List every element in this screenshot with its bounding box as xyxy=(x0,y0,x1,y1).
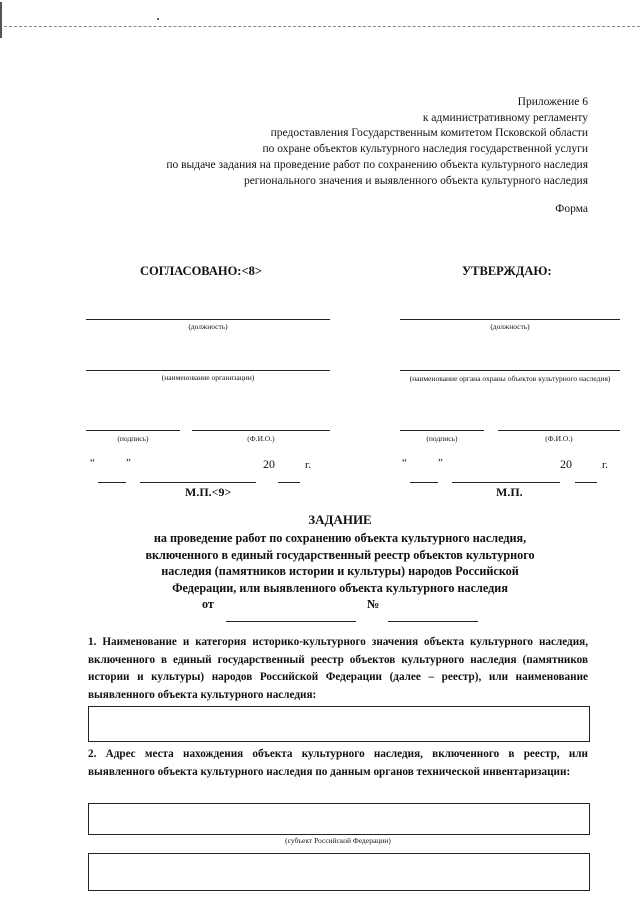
left-org-caption: (наименование организации) xyxy=(161,373,255,382)
right-signature-line xyxy=(400,430,484,431)
header-line: по охране объектов культурного наследия государственной услуги xyxy=(262,143,588,156)
left-year-line xyxy=(278,482,300,483)
left-fio-line xyxy=(192,430,330,431)
task-subtitle-line: включенного в единый государственный реестр объектов культурного xyxy=(145,547,535,562)
right-year-suffix: г. xyxy=(602,459,609,471)
section-1-text: 1. Наименование и категория историко-культурного значения объекта культурного наследия, включенного в единый государственный реестр объектов культурного наследия (памятников истории и культуры) народов Российской Федерации (далее – реестр), или наименование выявленного объекта культурного наследия: xyxy=(88,636,588,701)
section-2-address-box[interactable] xyxy=(88,853,590,891)
right-date-close-quote: ” xyxy=(438,457,443,469)
left-position-caption: (должность) xyxy=(188,322,228,331)
section-1-input-box[interactable] xyxy=(88,706,590,742)
left-date-open-quote: “ xyxy=(90,457,95,469)
right-date-open-quote: “ xyxy=(402,457,407,469)
appendix-header xyxy=(166,95,588,189)
left-signature-line xyxy=(86,430,180,431)
right-fio-caption: (Ф.И.О.) xyxy=(545,434,573,443)
left-year-prefix: 20 xyxy=(263,457,275,471)
scan-left-edge-mark xyxy=(0,2,2,38)
approval-left-title: СОГЛАСОВАНО:<8> xyxy=(140,264,262,278)
header-line: предоставления Государственным комитетом Псковской области xyxy=(270,127,588,140)
header-line: Приложение 6 xyxy=(517,96,588,108)
right-position-line xyxy=(400,319,620,320)
right-year-line xyxy=(575,482,597,483)
left-org-line xyxy=(86,370,330,371)
header-line: регионального значения и выявленного объекта культурного наследия xyxy=(243,174,588,187)
task-subtitle xyxy=(0,530,640,596)
task-subtitle-line: наследия (памятников истории и культуры) народов Российской xyxy=(161,564,519,579)
task-subtitle-line: Федерации, или выявленного объекта культурного наследия xyxy=(172,580,508,595)
task-date-line xyxy=(226,621,356,622)
right-org-line xyxy=(400,370,620,371)
task-number-line xyxy=(388,621,478,622)
task-date-label: от xyxy=(202,597,214,611)
header-line: к административному регламенту xyxy=(422,111,588,124)
right-org-caption: (наименование органа охраны объектов культурного наследия) xyxy=(409,374,611,383)
right-stamp-label: М.П. xyxy=(496,485,523,499)
approval-right-title: УТВЕРЖДАЮ: xyxy=(462,264,552,278)
right-month-line xyxy=(452,482,560,483)
task-heading: ЗАДАНИЕ xyxy=(308,512,372,527)
left-date-close-quote: ” xyxy=(126,457,131,469)
left-month-line xyxy=(140,482,256,483)
scan-top-edge-line xyxy=(4,26,640,27)
left-year-suffix: г. xyxy=(305,459,312,471)
left-stamp-label: М.П.<9> xyxy=(185,485,232,499)
header-line: по выдаче задания на проведение работ по сохранению объекта культурного наследия xyxy=(166,158,588,171)
left-position-line xyxy=(86,319,330,320)
task-number-label: № xyxy=(367,597,380,611)
right-year-prefix: 20 xyxy=(560,457,572,471)
form-label: Форма xyxy=(555,203,588,215)
section-2-subject-caption: (субъект Российской Федерации) xyxy=(285,836,391,845)
task-subtitle-line: на проведение работ по сохранению объекта культурного наследия, xyxy=(153,531,527,545)
scan-dot xyxy=(157,18,159,20)
section-2-text: 2. Адрес места нахождения объекта культурного наследия, включенного в реестр, или выявленного объекта культурного наследия по данным органов технической инвентаризации: xyxy=(88,748,588,778)
right-day-line xyxy=(410,482,438,483)
right-position-caption: (должность) xyxy=(490,322,530,331)
right-signature-caption: (подпись) xyxy=(426,434,458,443)
left-fio-caption: (Ф.И.О.) xyxy=(247,434,275,443)
left-day-line xyxy=(98,482,126,483)
section-2-subject-box[interactable] xyxy=(88,803,590,835)
left-signature-caption: (подпись) xyxy=(117,434,149,443)
right-fio-line xyxy=(498,430,620,431)
